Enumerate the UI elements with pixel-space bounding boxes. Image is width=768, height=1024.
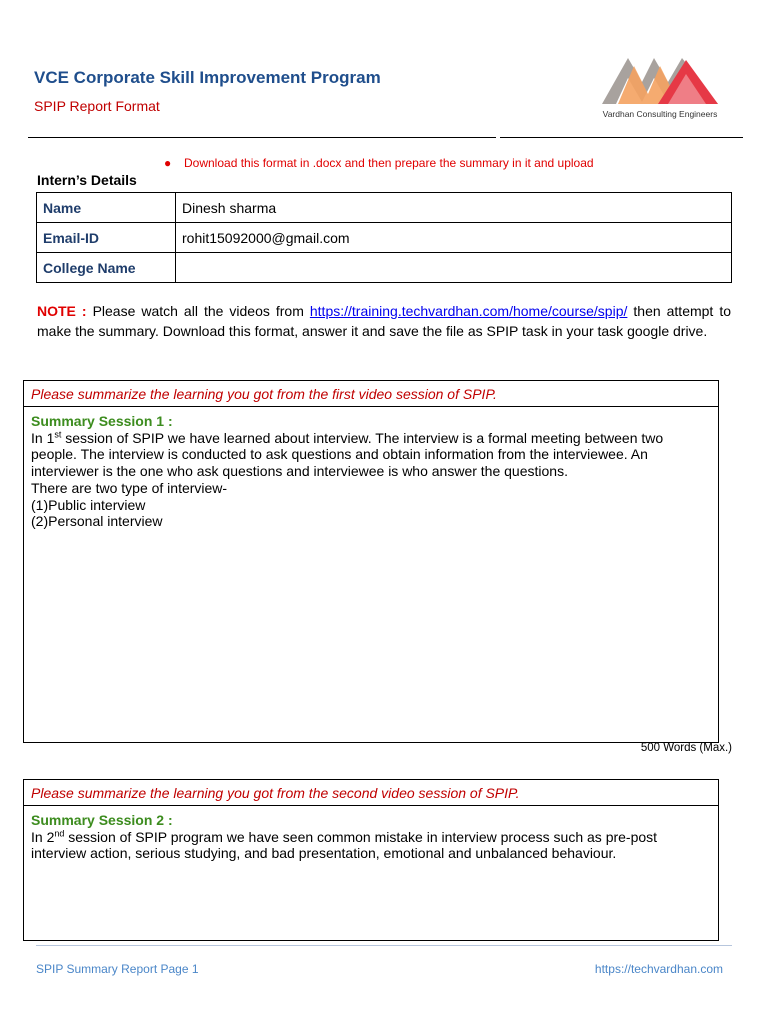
program-title: VCE Corporate Skill Improvement Program [34, 68, 381, 87]
logo-text: Vardhan Consulting Engineers [602, 109, 718, 119]
table-row [37, 193, 732, 223]
interns-details-table [36, 192, 732, 283]
session1-box [23, 380, 719, 743]
header-divider-right [500, 137, 743, 138]
email-label: Email-ID [37, 223, 176, 253]
footer-divider [36, 945, 732, 946]
session2-title: Summary Session 2 : [31, 812, 173, 828]
word-limit: 500 Words (Max.) [640, 742, 732, 754]
bullet-icon: ● [164, 156, 172, 170]
session1-paragraph: In 1st session of SPIP we have learned about interview. The interview is a formal meeting between two people. The interview is conducted to ask questions and obtain information from the interviewee. An interviewer is the one who ask questions and interviewee is who answer the questions. [31, 429, 664, 480]
logo-mountains-icon [598, 52, 722, 108]
instruction-text: Download this format in .docx and then prepare the summary in it and upload [184, 156, 594, 170]
note-paragraph [37, 302, 731, 341]
email-value[interactable]: rohit15092000@gmail.com [176, 223, 732, 253]
header-divider-left [28, 137, 496, 138]
session1-prompt: Please summarize the learning you got from the first video session of SPIP. [24, 381, 718, 407]
college-value[interactable] [176, 253, 732, 283]
footer-page-label: SPIP Summary Report Page 1 [36, 962, 199, 976]
session2-body[interactable] [24, 806, 718, 868]
session1-line: There are two type of interview- [31, 479, 228, 496]
session2-box [23, 779, 719, 941]
session2-prompt: Please summarize the learning you got from the second video session of SPIP. [24, 780, 718, 806]
interns-details-heading: Intern’s Details [37, 172, 137, 188]
session1-body[interactable] [24, 407, 718, 536]
session1-line: (2)Personal interview [31, 513, 163, 530]
name-label: Name [37, 193, 176, 223]
footer-website[interactable]: https://techvardhan.com [594, 962, 723, 976]
table-row [37, 253, 732, 283]
session1-title: Summary Session 1 : [31, 413, 173, 429]
note-text-before: Please watch all the videos from [92, 303, 304, 319]
instruction-bullet [164, 156, 594, 170]
session2-paragraph: In 2nd session of SPIP program we have seen common mistake in interview process such as pre-post interview action, serious studying, and bad presentation, emotional and unbalanced behaviour. [31, 828, 658, 862]
company-logo [598, 52, 722, 124]
table-row [37, 223, 732, 253]
report-format-subtitle: SPIP Report Format [34, 98, 160, 114]
college-label: College Name [37, 253, 176, 283]
note-text-after: then attempt to make the summary. Download this format, answer it and save the file as SPIP task in your task google drive. [37, 303, 731, 339]
note-label: NOTE : [37, 303, 87, 319]
name-value[interactable]: Dinesh sharma [176, 193, 732, 223]
session1-line: (1)Public interview [31, 496, 146, 513]
course-link[interactable]: https://training.techvardhan.com/home/course/spip/ [309, 303, 628, 319]
